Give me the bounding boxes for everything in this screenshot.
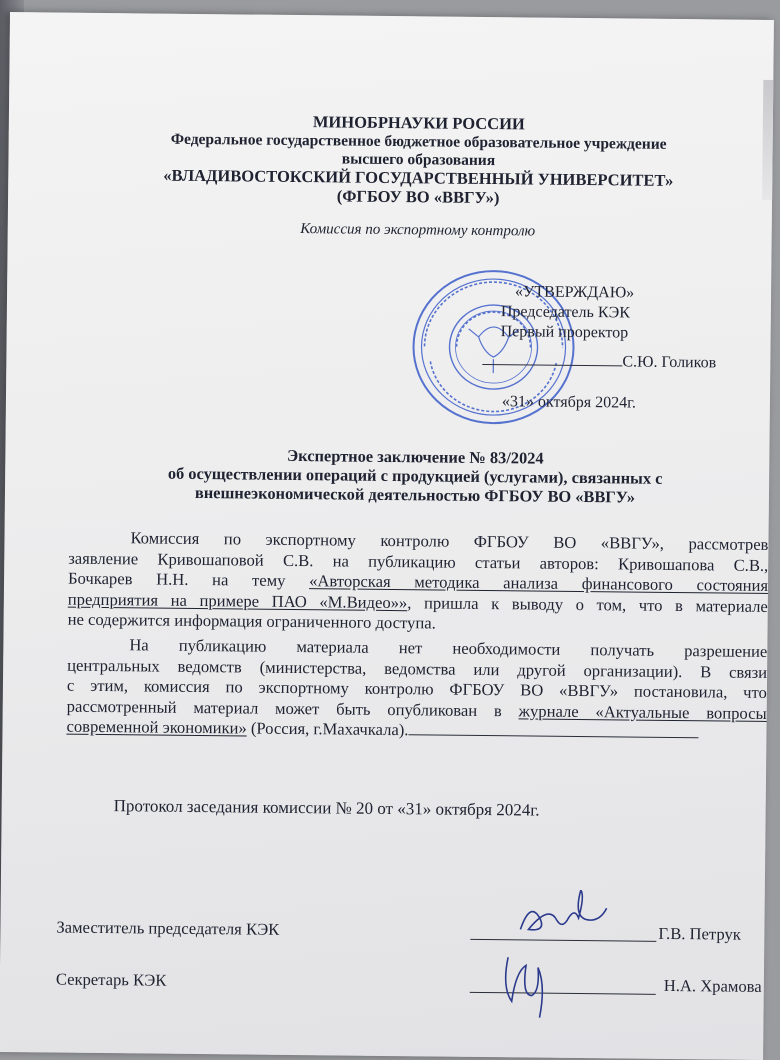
p2-line-5b: (Россия, г.Махачкала).	[246, 718, 409, 740]
org-line-1: Федеральное государственное бюджетное образовательное учреждение	[170, 130, 667, 153]
p2-line-2: центральных ведомств (министерства, ведомства или другой организации). В связи	[67, 655, 768, 682]
approval-signatory: С.Ю. Голиков	[622, 353, 717, 372]
ministry-title: МИНОБРНАУКИ РОССИИ	[312, 112, 525, 134]
p1-line-4b: , пришла к выводу о том, что в материале	[407, 592, 768, 616]
approval-block	[500, 282, 635, 343]
paragraph-1	[68, 528, 769, 638]
article-title-part-1: «Авторская методика анализа финансового состояния	[309, 571, 769, 596]
signature-role-2: Секретарь КЭК	[55, 969, 167, 990]
approval-role-2: Первый проректор	[500, 323, 629, 342]
document-title	[115, 444, 716, 507]
paragraph-2	[66, 635, 767, 745]
journal-name-part-1: журнале «Актуальные вопросы	[518, 701, 767, 723]
p1-line-2: заявление Кривошаповой С.В. на публикацию статьи авторов: Кривошапова С.В.,	[68, 548, 769, 575]
document-page	[0, 12, 774, 1060]
p1-line-5: не содержится информация ограниченного доступа.	[67, 610, 436, 633]
p2-line-4a: рассмотренный материал может быть опубликован в	[66, 696, 519, 721]
university-abbr: (ФГБОУ ВО «ВВГУ»)	[336, 186, 500, 208]
article-title-part-2: предприятия на примере ПАО «М.Видео»»	[67, 589, 408, 612]
approval-heading: «УТВЕРЖДАЮ»	[515, 283, 635, 302]
commission-name: Комиссия по экспортному контролю	[300, 221, 536, 240]
title-line-3: внешнеэкономической деятельностью ФГБОУ ВО «ВВГУ»	[194, 482, 636, 507]
p2-line-1: На публикацию материала нет необходимости получать разрешение	[129, 635, 768, 661]
signature-role-1: Заместитель председателя КЭК	[56, 917, 280, 939]
title-line-2: об осуществлении операций с продукцией (услугами), связанных с	[167, 463, 663, 488]
fill-line	[408, 735, 698, 739]
university-name: «ВЛАДИВОСТОКСКИЙ ГОСУДАРСТВЕННЫЙ УНИВЕРСИТЕТ»	[163, 165, 674, 190]
signature-blank	[482, 364, 622, 366]
signature-name-2: Н.А. Храмова	[663, 975, 762, 996]
journal-name-part-2: современной экономики»	[66, 717, 247, 738]
org-line-2: высшего образования	[341, 150, 496, 170]
p1-line-1: Комиссия по экспортному контролю ФГБОУ ВО «ВВГУ», рассмотрев	[130, 528, 769, 554]
approval-role-1: Председатель КЭК	[500, 303, 631, 322]
page-edge	[762, 80, 773, 200]
approval-signature-line	[482, 352, 716, 372]
p1-line-3a: Бочкарев Н.Н. на тему	[67, 568, 310, 591]
signature-name-1: Г.В. Петрук	[658, 923, 741, 944]
p2-line-3: с этим, комиссия по экспортному контролю ФГБОУ ВО «ВВГУ» постановила, что	[66, 675, 768, 703]
handwritten-signature-2-icon	[489, 937, 560, 1038]
protocol-line: Протокол заседания комиссии № 20 от «31» октября 2024г.	[113, 796, 540, 820]
title-line-1: Экспертное заключение № 83/2024	[287, 445, 544, 468]
approval-date: «31» октября 2024г.	[501, 393, 636, 412]
